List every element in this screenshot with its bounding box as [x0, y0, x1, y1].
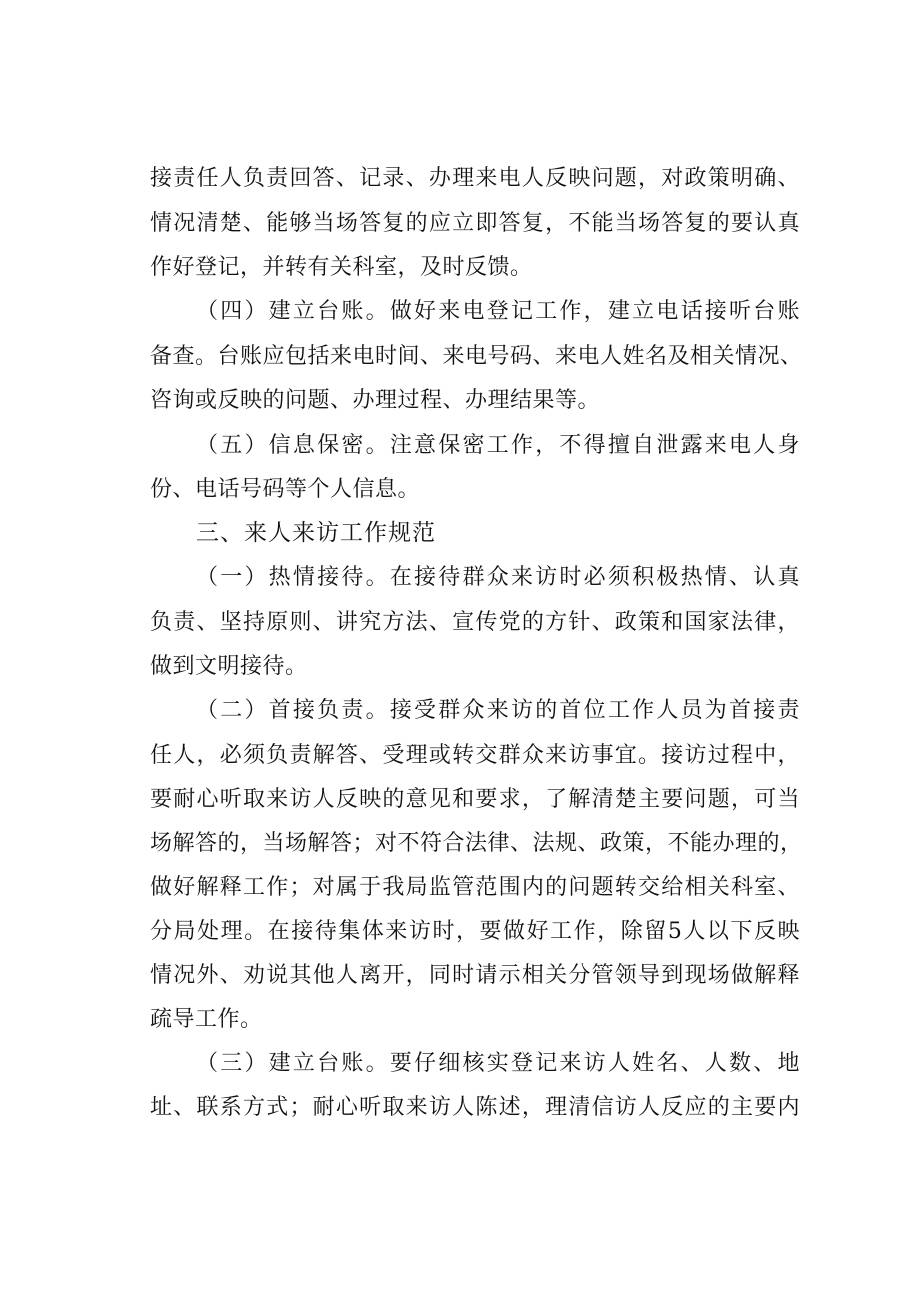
text-line: 情况外、劝说其他人离开，同时请示相关分管领导到现场做解释	[150, 963, 800, 988]
text-line: 要耐心听取来访人反映的意见和要求，了解清楚主要问题，可当	[150, 787, 800, 812]
text-line: 做到文明接待。	[150, 654, 308, 679]
text-line: 分局处理。在接待集体来访时，要做好工作，除留5人以下反映	[150, 919, 800, 944]
text-line: 备查。台账应包括来电时间、来电号码、来电人姓名及相关情况、	[150, 344, 803, 369]
text-line: 做好解释工作；对属于我局监管范围内的问题转交给相关科室、	[150, 875, 800, 900]
section-heading-visitors: 三、来人来访工作规范	[196, 520, 436, 546]
text-line: （五）信息保密。注意保密工作，不得擅自泄露来电人身	[196, 433, 800, 458]
text-line: （二）首接负责。接受群众来访的首位工作人员为首接责	[196, 698, 800, 723]
text-line: （三）建立台账。要仔细核实登记来访人姓名、人数、地	[196, 1051, 800, 1076]
text-line: 场解答的，当场解答；对不符合法律、法规、政策，不能办理的，	[150, 831, 803, 856]
text-line: 作好登记，并转有关科室，及时反馈。	[150, 255, 533, 280]
text-line: 接责任人负责回答、记录、办理来电人反映问题，对政策明确、	[150, 166, 800, 191]
text-line: （一）热情接待。在接待群众来访时必须积极热情、认真	[196, 565, 800, 590]
text-line: 址、联系方式；耐心听取来访人陈述，理清信访人反应的主要内	[150, 1095, 800, 1120]
text-line: 咨询或反映的问题、办理过程、办理结果等。	[150, 388, 601, 413]
text-line: 份、电话号码等个人信息。	[150, 477, 421, 502]
text-line: 负责、坚持原则、讲究方法、宣传党的方针、政策和国家法律，	[150, 610, 800, 635]
text-line: 疏导工作。	[150, 1007, 263, 1032]
text-line: 任人，必须负责解答、受理或转交群众来访事宜。接访过程中，	[150, 743, 800, 768]
text-line: （四）建立台账。做好来电登记工作，建立电话接听台账	[196, 299, 800, 324]
text-line: 情况清楚、能够当场答复的应立即答复，不能当场答复的要认真	[150, 211, 800, 236]
